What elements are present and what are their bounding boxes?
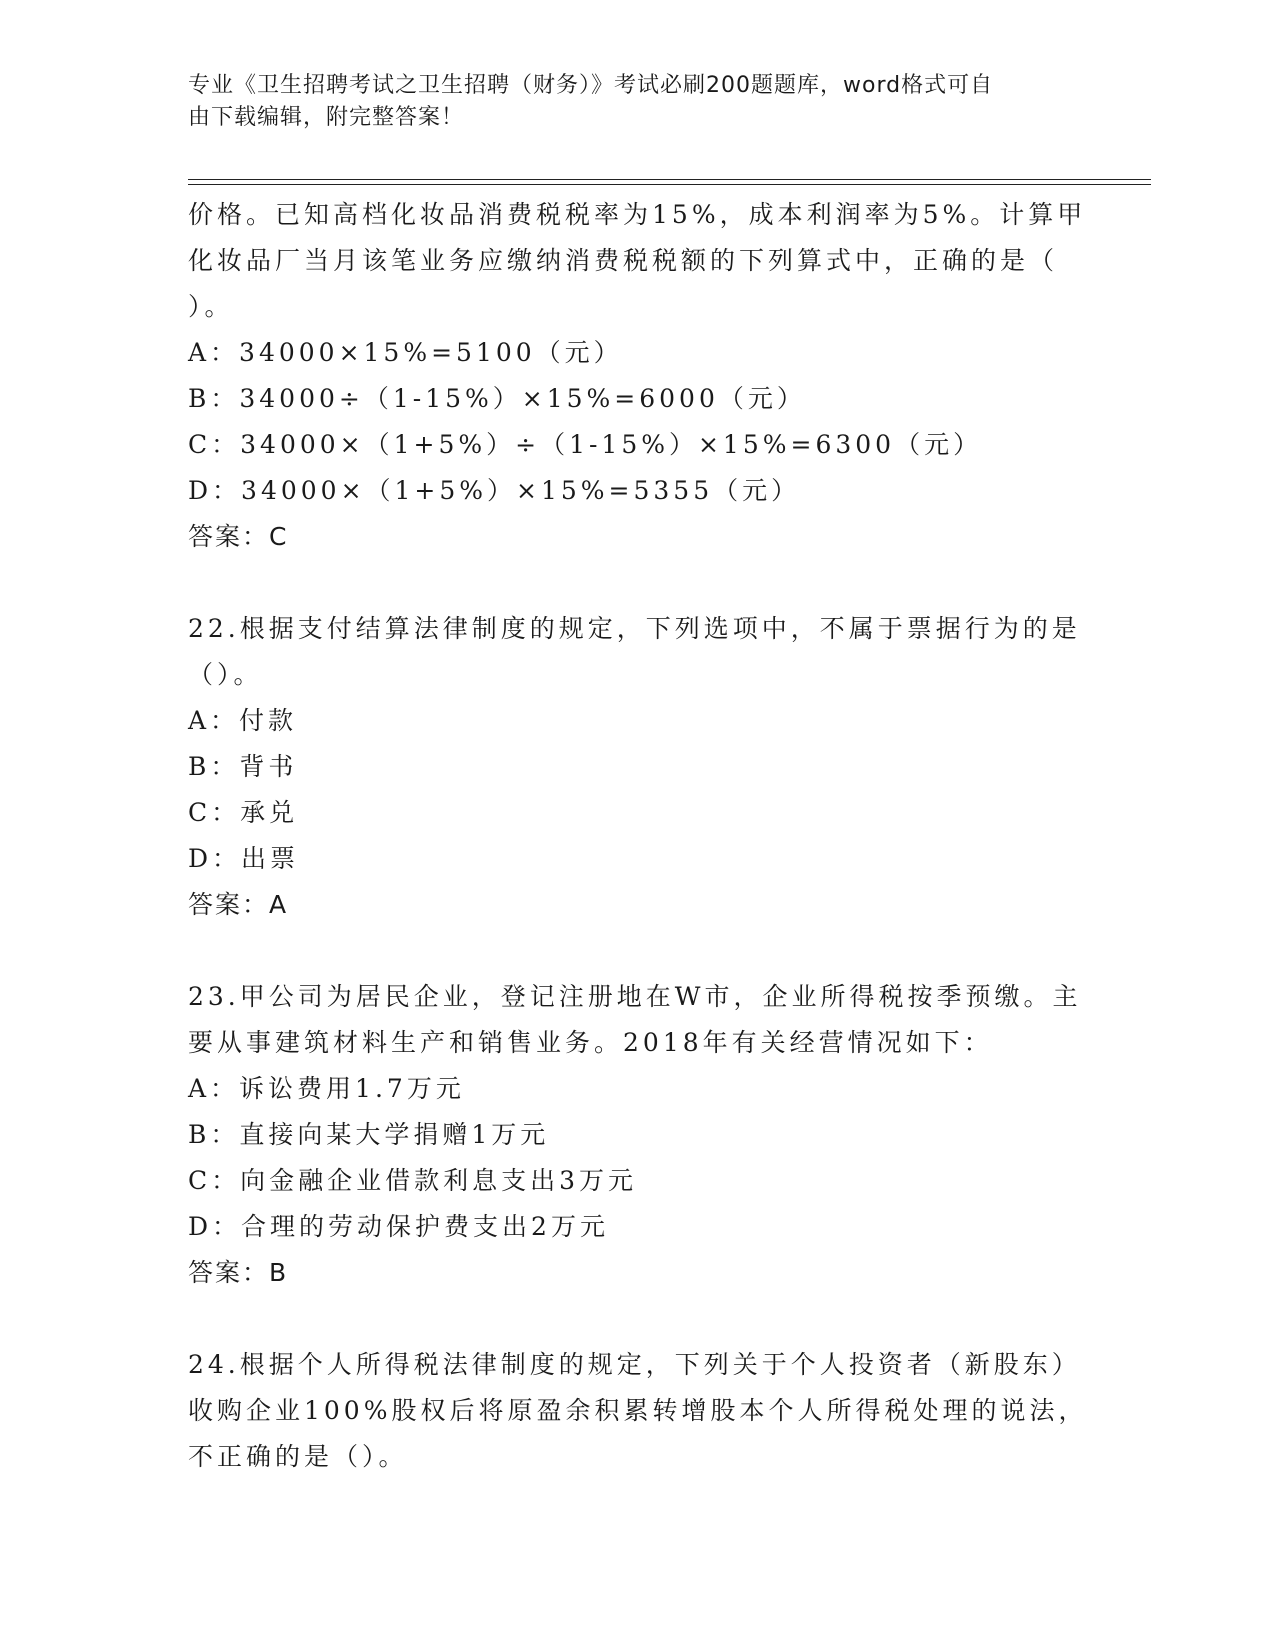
spacer — [188, 928, 1088, 974]
header-divider-top — [188, 179, 1151, 180]
option-c: C：34000×（1+5%）÷（1-15%）×15%=6300（元） — [188, 430, 983, 459]
question-text-line: 收购企业100%股权后将原盈余积累转增股本个人所得税处理的说法， — [188, 1396, 1088, 1425]
header-line-1: 专业《卫生招聘考试之卫生招聘（财务）》考试必刷200题题库，word格式可自 — [188, 73, 994, 98]
answer-label: 答案：A — [188, 890, 289, 919]
option-b: B：背书 — [188, 752, 298, 781]
option-d: D：出票 — [188, 844, 300, 873]
question-text-line: 价格。已知高档化妆品消费税税率为15%，成本利润率为5%。计算甲 — [188, 200, 1087, 229]
question-text-line: 22.根据支付结算法律制度的规定，下列选项中，不属于票据行为的是 — [188, 614, 1081, 643]
question-22 — [188, 606, 1088, 928]
answer-label: 答案：C — [188, 522, 289, 551]
spacer — [188, 1296, 1088, 1342]
question-text-line: 不正确的是（）。 — [188, 1442, 408, 1471]
option-a: A：付款 — [188, 706, 298, 735]
answer-label: 答案：B — [188, 1258, 289, 1287]
option-a: A：34000×15%=5100（元） — [188, 338, 623, 367]
option-a: A：诉讼费用1.7万元 — [188, 1074, 465, 1103]
question-text-line: 24.根据个人所得税法律制度的规定，下列关于个人投资者（新股东） — [188, 1350, 1081, 1379]
question-text-line: 化妆品厂当月该笔业务应缴纳消费税税额的下列算式中，正确的是（ — [188, 246, 1059, 275]
header-line-2: 由下载编辑，附完整答案！ — [188, 105, 465, 130]
question-content — [188, 192, 1088, 1480]
question-24 — [188, 1342, 1088, 1480]
option-d: D：34000×（1+5%）×15%=5355（元） — [188, 476, 801, 505]
question-text-line: （）。 — [188, 660, 263, 689]
document-header — [188, 70, 1068, 134]
question-text-line: 23.甲公司为居民企业，登记注册地在W市，企业所得税按季预缴。主 — [188, 982, 1082, 1011]
option-b: B：34000÷（1-15%）×15%=6000（元） — [188, 384, 806, 413]
option-c: C：承兑 — [188, 798, 299, 827]
question-23 — [188, 974, 1088, 1296]
option-b: B：直接向某大学捐赠1万元 — [188, 1120, 550, 1149]
question-text-line: ）。 — [188, 292, 234, 321]
option-c: C：向金融企业借款利息支出3万元 — [188, 1166, 638, 1195]
header-divider-bottom — [188, 184, 1151, 185]
question-text-line: 要从事建筑材料生产和销售业务。2018年有关经营情况如下： — [188, 1028, 993, 1057]
question-21 — [188, 192, 1088, 560]
option-d: D：合理的劳动保护费支出2万元 — [188, 1212, 609, 1241]
spacer — [188, 560, 1088, 606]
